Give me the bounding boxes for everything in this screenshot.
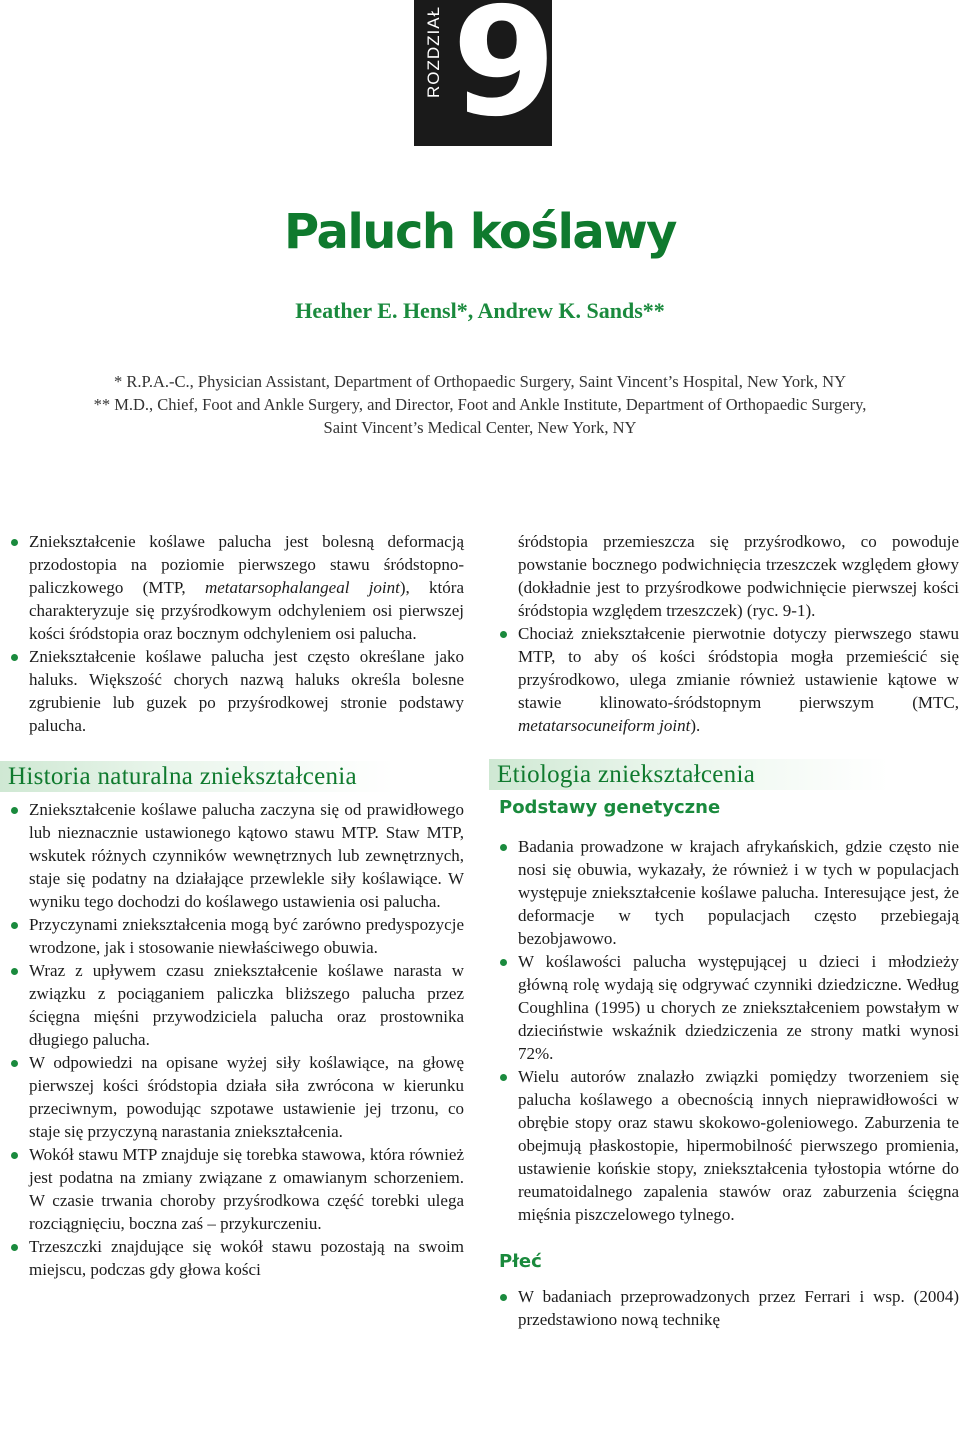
bullet-icon [500,1294,507,1301]
list-item: Trzeszczki znajdujące się wokół stawu pozostają na swoim miejscu, podczas gdy głowa kości [10,1235,464,1281]
list-item: Badania prowadzone w krajach afrykańskich, gdzie często nie nosi się obuwia, wykazały, że również i w tych w populacjach występuje zniekształcenie koślawe palucha. Interesujące jest, że deformacje w tych populacjach często przebiegają bezobjawowo. [499,835,959,950]
subheading-genetics: Podstawy genetyczne [499,797,721,818]
genetics-list [499,835,959,1226]
bullet-icon [500,959,507,966]
bullet-icon [11,654,18,661]
affiliation-3: Saint Vincent’s Medical Center, New York, NY [323,418,637,437]
bullet-icon [11,922,18,929]
affiliation-2: ** M.D., Chief, Foot and Ankle Surgery, and Director, Foot and Ankle Institute, Department of Orthopaedic Surgery, [93,395,867,414]
left-column [10,530,464,1281]
bullet-icon [11,539,18,546]
sex-list [499,1285,959,1331]
chapter-label: ROZDZIAŁ [424,6,443,99]
bullet-icon [11,1060,18,1067]
bullet-icon [11,1152,18,1159]
history-list [10,798,464,1281]
affiliation-1: * R.P.A.-C., Physician Assistant, Department of Orthopaedic Surgery, Saint Vincent’s Hospital, New York, NY [114,372,846,391]
list-item: Chociaż zniekształcenie pierwotnie dotyczy pierwszego stawu MTP, to aby oś kości śródstopia mogła przemieścić się przyśrodkowo, ulega zmianie również ustawienie kątowe w stawie klinowato-śródstopnym pierwszym (MTC, metatarsocuneiform joint). [499,622,959,737]
continued-paragraph: śródstopia przemieszcza się przyśrodkowo, co powoduje powstanie bocznego podwichnięcia trzeszczek względem głowy (dokładnie jest to przyśrodkowe podwichnięcie pierwszej kości śródstopia względem trzeszczek) (ryc. 9-1). [518,532,959,620]
list-item: Zniekształcenie koślawe palucha zaczyna się od prawidłowego lub nieznacznie ustawionego kątowo stawu MTP. Staw MTP, wskutek różnych czynników wewnętrznych lub zewnętrznych, staje się podatny na działające przewlekle siły koślawiące. W wyniku tego dochodzi do koślawego ustawienia osi palucha. [10,798,464,913]
list-item: W koślawości palucha występującej u dzieci i młodzieży główną rolę wydają się odgrywać czynniki dziedziczne. Według Coughlina (1995) u chorych ze zniekształceniem powstałym w dzieciństwie wskaźnik dziedziczenia ze strony matki wynosi 72%. [499,950,959,1065]
section-heading-history: Historia naturalna zniekształcenia [0,761,464,792]
chapter-number: 9 [452,0,557,150]
section-heading-etiology: Etiologia zniekształcenia [489,759,959,790]
authors: Heather E. Hensl*, Andrew K. Sands** [295,298,665,323]
bullet-icon [11,807,18,814]
list-item: Przyczynami zniekształcenia mogą być zarówno predyspozycje wrodzone, jak i stosowanie niewłaściwego obuwia. [10,913,464,959]
list-item: W badaniach przeprowadzonych przez Ferrari i wsp. (2004) przedstawiono nową technikę [499,1285,959,1331]
bullet-icon [500,844,507,851]
bullet-icon [11,968,18,975]
list-item: W odpowiedzi na opisane wyżej siły koślawiące, na głowę pierwszej kości śródstopia działa siła zwrócona w kierunku przeciwnym, powodując szpotawe ustawienie jej trzonu, co staje się przyczyną narastania zniekształcenia. [10,1051,464,1143]
list-item: Wielu autorów znalazło związki pomiędzy tworzeniem się palucha koślawego a obecnością innych nieprawidłowości w obrębie stopy oraz stawu skokowo-goleniowego. Zaburzenia te obejmują płaskostopie, hipermobilność pierwszego promienia, ustawienie końskie stopy, zniekształcenia tyłostopia wtórne do reumatoidalnego zapalenia stawów oraz zaburzenia ścięgna mięśnia piszczelowego tylnego. [499,1065,959,1226]
bullet-icon [500,1074,507,1081]
bullet-icon [11,1244,18,1251]
list-item: Zniekształcenie koślawe palucha jest bolesną deformacją przodostopia na poziomie pierwszego stawu śródstopno-paliczkowego (MTP, metatarsophalangeal joint), która charakteryzuje się przyśrodkowym odchyleniem osi pierwszej kości śródstopia oraz bocznym odchyleniem osi palucha. [10,530,464,645]
list-item: Wraz z upływem czasu zniekształcenie koślawe narasta w związku z pociąganiem paliczka bliższego palucha przez ścięgna mięśni przywodziciela palucha oraz prostownika długiego palucha. [10,959,464,1051]
subheading-sex: Płeć [499,1251,542,1272]
bullet-icon [500,631,507,638]
mtc-list [499,622,959,737]
list-item: Wokół stawu MTP znajduje się torebka stawowa, która również jest podatna na zmiany związane z omawianym schorzeniem. W czasie trwania choroby przyśrodkowa część torebki ulega rozciągnięciu, boczna zaś – przykurczeniu. [10,1143,464,1235]
right-column [499,530,959,1331]
list-item: Zniekształcenie koślawe palucha jest często określane jako haluks. Większość chorych nazwą haluks określa bolesne zgrubienie lub guzek po przyśrodkowej stronie podstawy palucha. [10,645,464,737]
intro-list [10,530,464,737]
chapter-title: Paluch koślawy [284,204,676,260]
